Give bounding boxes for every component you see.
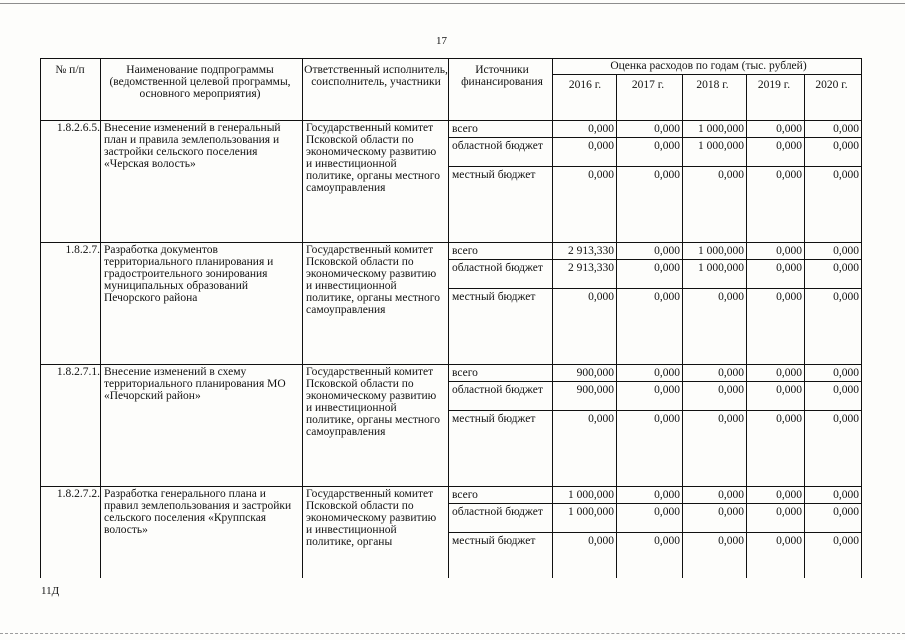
amount-cell: 0,000 bbox=[833, 489, 859, 501]
sub-row-separator bbox=[448, 503, 862, 504]
page-number: 17 bbox=[436, 35, 447, 47]
row-executor: Государственный комитет Псковской области по экономическому развитию и инвестиционной политике, органы местного самоуправления bbox=[306, 122, 440, 194]
row-number: 1.8.2.7.2. bbox=[56, 488, 100, 500]
amount-cell: 0,000 bbox=[588, 140, 614, 152]
amount-cell: 0,000 bbox=[718, 367, 744, 379]
source-label: местный бюджет bbox=[452, 169, 536, 181]
amount-cell: 0,000 bbox=[718, 384, 744, 396]
amount-cell: 0,000 bbox=[654, 123, 680, 135]
amount-cell: 0,000 bbox=[776, 169, 802, 181]
row-number: 1.8.2.7. bbox=[65, 244, 100, 256]
amount-cell: 0,000 bbox=[718, 169, 744, 181]
expenses-table bbox=[40, 58, 861, 578]
source-label: областной бюджет bbox=[452, 506, 543, 518]
footer-code: 11Д bbox=[41, 585, 60, 597]
row-program-name: Разработка генерального плана и правил землепользования и застройки сельского поселения «Круппская волость» bbox=[104, 488, 292, 536]
source-label: всего bbox=[452, 245, 478, 257]
amount-cell: 0,000 bbox=[833, 384, 859, 396]
amount-cell: 0,000 bbox=[718, 291, 744, 303]
amount-cell: 0,000 bbox=[588, 535, 614, 547]
header-num: № п/п bbox=[55, 64, 85, 76]
amount-cell: 0,000 bbox=[588, 291, 614, 303]
row-separator bbox=[40, 364, 862, 365]
source-label: областной бюджет bbox=[452, 140, 543, 152]
amount-cell: 0,000 bbox=[776, 140, 802, 152]
amount-cell: 0,000 bbox=[776, 506, 802, 518]
year-column-divider bbox=[616, 74, 617, 578]
amount-cell: 0,000 bbox=[833, 123, 859, 135]
amount-cell: 0,000 bbox=[833, 140, 859, 152]
header-year-2020: 2020 г. bbox=[815, 79, 848, 91]
amount-cell: 0,000 bbox=[776, 367, 802, 379]
header-year-2017: 2017 г. bbox=[631, 79, 665, 91]
source-label: всего bbox=[452, 123, 478, 135]
row-executor: Государственный комитет Псковской области по экономическому развитию и инвестиционной политике, органы bbox=[306, 488, 437, 548]
row-program-name: Внесение изменений в генеральный план и правила землепользования и застройки сельского поселения «Черская волость» bbox=[104, 122, 281, 170]
column-divider bbox=[100, 58, 101, 578]
header-year-2018: 2018 г. bbox=[696, 79, 729, 91]
amount-cell: 0,000 bbox=[588, 413, 614, 425]
sub-row-separator bbox=[448, 532, 862, 533]
amount-cell: 1 000,000 bbox=[698, 262, 744, 274]
row-separator bbox=[40, 486, 862, 487]
row-number: 1.8.2.6.5. bbox=[56, 122, 100, 134]
amount-cell: 0,000 bbox=[654, 140, 680, 152]
amount-cell: 0,000 bbox=[833, 245, 859, 257]
amount-cell: 1 000,000 bbox=[568, 506, 614, 518]
sub-row-separator bbox=[448, 288, 862, 289]
row-separator bbox=[40, 120, 862, 121]
amount-cell: 0,000 bbox=[718, 535, 744, 547]
amount-cell: 0,000 bbox=[654, 506, 680, 518]
amount-cell: 1 000,000 bbox=[698, 245, 744, 257]
amount-cell: 0,000 bbox=[654, 367, 680, 379]
header-year-2016: 2016 г. bbox=[568, 79, 602, 91]
amount-cell: 1 000,000 bbox=[698, 140, 744, 152]
amount-cell: 0,000 bbox=[654, 169, 680, 181]
amount-cell: 2 913,330 bbox=[568, 245, 614, 257]
amount-cell: 0,000 bbox=[833, 535, 859, 547]
row-program-name: Разработка документов территориального планирования и градостроительного зонирования муниципальных образований Печорского района bbox=[104, 244, 274, 304]
amount-cell: 0,000 bbox=[776, 489, 802, 501]
amount-cell: 0,000 bbox=[833, 262, 859, 274]
amount-cell: 0,000 bbox=[718, 506, 744, 518]
row-program-name: Внесение изменений в схему территориального планирования МО «Печорский район» bbox=[104, 366, 286, 402]
amount-cell: 900,000 bbox=[576, 367, 614, 379]
amount-cell: 0,000 bbox=[654, 291, 680, 303]
row-executor: Государственный комитет Псковской области по экономическому развитию и инвестиционной политике, органы местного самоуправления bbox=[306, 244, 440, 316]
header-year-2019: 2019 г. bbox=[757, 79, 791, 91]
source-label: местный бюджет bbox=[452, 291, 536, 303]
sub-row-separator bbox=[448, 259, 862, 260]
table-border-right bbox=[861, 58, 862, 578]
row-number: 1.8.2.7.1. bbox=[56, 366, 100, 378]
sub-row-separator bbox=[448, 381, 862, 382]
amount-cell: 0,000 bbox=[718, 413, 744, 425]
amount-cell: 0,000 bbox=[776, 413, 802, 425]
amount-cell: 0,000 bbox=[776, 245, 802, 257]
scan-edge-bottom bbox=[0, 633, 905, 634]
amount-cell: 0,000 bbox=[776, 262, 802, 274]
amount-cell: 1 000,000 bbox=[568, 489, 614, 501]
amount-cell: 0,000 bbox=[654, 262, 680, 274]
column-divider bbox=[302, 58, 303, 578]
amount-cell: 0,000 bbox=[654, 384, 680, 396]
amount-cell: 2 913,330 bbox=[568, 262, 614, 274]
row-separator bbox=[40, 242, 862, 243]
source-label: всего bbox=[452, 489, 478, 501]
amount-cell: 0,000 bbox=[833, 367, 859, 379]
scan-edge-top bbox=[0, 3, 905, 4]
amount-cell: 0,000 bbox=[776, 123, 802, 135]
amount-cell: 0,000 bbox=[654, 245, 680, 257]
amount-cell: 0,000 bbox=[776, 291, 802, 303]
sub-row-separator bbox=[448, 166, 862, 167]
amount-cell: 0,000 bbox=[833, 291, 859, 303]
table-border-top bbox=[40, 58, 862, 59]
source-label: областной бюджет bbox=[452, 262, 543, 274]
source-label: местный бюджет bbox=[452, 535, 536, 547]
source-label: местный бюджет bbox=[452, 413, 536, 425]
amount-cell: 1 000,000 bbox=[698, 123, 744, 135]
amount-cell: 0,000 bbox=[588, 123, 614, 135]
sub-row-separator bbox=[448, 137, 862, 138]
amount-cell: 0,000 bbox=[718, 489, 744, 501]
amount-cell: 0,000 bbox=[654, 535, 680, 547]
header-divider bbox=[552, 74, 862, 75]
amount-cell: 0,000 bbox=[833, 413, 859, 425]
source-label: всего bbox=[452, 367, 478, 379]
sub-row-separator bbox=[448, 410, 862, 411]
header-estimate: Оценка расходов по годам (тыс. рублей) bbox=[610, 60, 807, 72]
amount-cell: 0,000 bbox=[833, 169, 859, 181]
row-executor: Государственный комитет Псковской области по экономическому развитию и инвестиционной политике, органы местного самоуправления bbox=[306, 366, 440, 438]
amount-cell: 0,000 bbox=[776, 535, 802, 547]
header-name: Наименование подпрограммы (ведомственной целевой программы, основного мероприятия) bbox=[109, 64, 291, 100]
amount-cell: 0,000 bbox=[654, 489, 680, 501]
amount-cell: 0,000 bbox=[833, 506, 859, 518]
column-divider bbox=[448, 58, 449, 578]
column-divider bbox=[40, 58, 41, 578]
header-sources: Источники финансирования bbox=[461, 64, 543, 88]
amount-cell: 0,000 bbox=[588, 169, 614, 181]
amount-cell: 0,000 bbox=[776, 384, 802, 396]
source-label: областной бюджет bbox=[452, 384, 543, 396]
amount-cell: 0,000 bbox=[654, 413, 680, 425]
header-executor: Ответственный исполнитель, соисполнитель, участники bbox=[304, 64, 448, 88]
amount-cell: 900,000 bbox=[576, 384, 614, 396]
